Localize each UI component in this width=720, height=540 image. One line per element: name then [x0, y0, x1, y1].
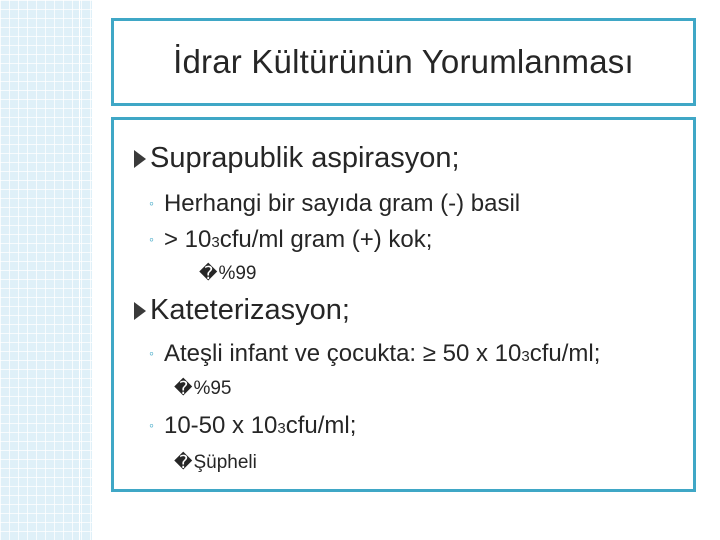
- item-text-pre: Ateşli infant ve çocukta: ≥ 50 x 10: [163, 340, 522, 367]
- circle-bullet-icon: ◦: [149, 345, 154, 361]
- arrow-bullet-icon: [134, 150, 146, 168]
- replacement-glyph-icon: �: [174, 378, 193, 398]
- section-heading-suprapublik: [134, 142, 460, 175]
- circle-bullet-icon: ◦: [149, 417, 154, 433]
- replacement-glyph-icon: �: [174, 452, 193, 472]
- title-box: [111, 18, 696, 106]
- replacement-glyph-icon: �: [199, 263, 218, 283]
- item-text-post: cfu/ml gram (+) kok;: [219, 226, 433, 253]
- note-text: Şüpheli: [193, 452, 257, 473]
- arrow-bullet-icon: [134, 302, 146, 320]
- list-item: ◦ 10-50 x 10 3 cfu/ml;: [149, 412, 357, 439]
- item-text-post: cfu/ml;: [285, 412, 357, 439]
- content-box: [111, 117, 696, 492]
- section-heading-kateterizasyon: [134, 294, 350, 327]
- note-text: %95: [193, 378, 232, 399]
- list-item: ◦ Ateşli infant ve çocukta: ≥ 50 x 10 3 cfu/ml;: [149, 340, 601, 367]
- circle-bullet-icon: ◦: [149, 231, 154, 247]
- decorative-divider-line: [79, 0, 80, 540]
- heading-text: Kateterizasyon;: [150, 294, 350, 326]
- note-text: %99: [218, 263, 257, 284]
- sub-note: [174, 378, 232, 400]
- sub-note: [174, 452, 257, 474]
- sub-note: [199, 263, 257, 285]
- circle-bullet-icon: ◦: [149, 195, 154, 211]
- item-text: Herhangi bir sayıda gram (-) basil: [163, 190, 521, 217]
- item-text-post: cfu/ml;: [529, 340, 601, 367]
- item-text-pre: > 10: [163, 226, 212, 253]
- list-item: ◦ > 10 3 cfu/ml gram (+) kok;: [149, 226, 433, 253]
- heading-text: Suprapublik aspirasyon;: [150, 142, 460, 174]
- slide-title: İdrar Kültürünün Yorumlanması: [173, 43, 634, 80]
- list-item: [149, 190, 520, 218]
- item-text-pre: 10-50 x 10: [163, 412, 278, 439]
